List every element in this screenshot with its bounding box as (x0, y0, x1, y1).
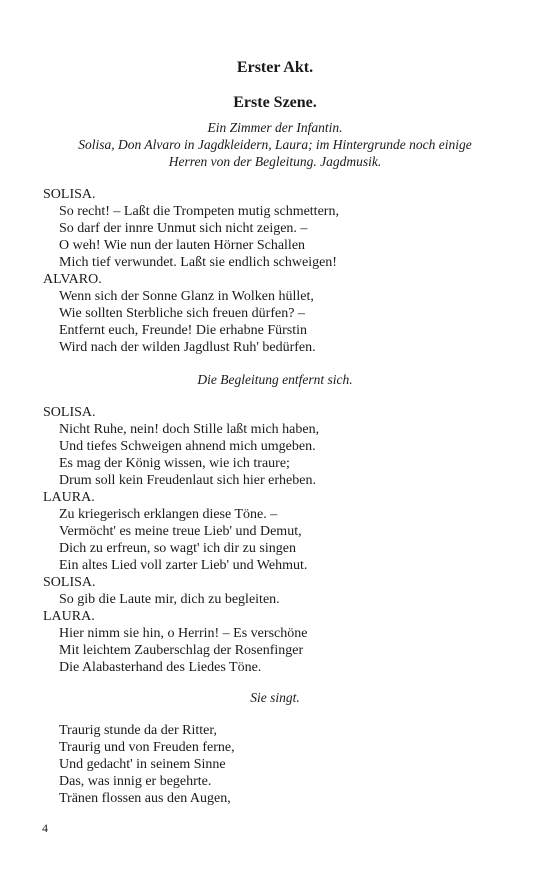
speaker-name: SOLISA. (43, 187, 96, 202)
stage-intro-line: Ein Zimmer der Infantin. (207, 120, 343, 135)
scene-title: Erste Szene. (233, 94, 317, 111)
speaker-name: LAURA. (43, 490, 95, 505)
verse-line: Es mag der König wissen, wie ich traure; (59, 456, 290, 471)
verse-line: Nicht Ruhe, nein! doch Stille laßt mich haben, (59, 422, 320, 437)
verse-line: Und tiefes Schweigen ahnend mich umgeben. (59, 439, 316, 454)
stage-direction: Sie singt. (250, 690, 300, 705)
stage-direction: Die Begleitung entfernt sich. (197, 372, 353, 387)
verse-line: Drum soll kein Freudenlaut sich hier erheben. (59, 473, 316, 488)
verse-line: Traurig und von Freuden ferne, (59, 740, 235, 755)
verse-line: Entfernt euch, Freunde! Die erhabne Fürstin (59, 323, 308, 338)
speaker-name: SOLISA. (43, 575, 96, 590)
verse-line: So recht! – Laßt die Trompeten mutig schmettern, (59, 204, 339, 219)
verse-line: Tränen flossen aus den Augen, (59, 791, 231, 806)
stage-intro-line: Solisa, Don Alvaro in Jagdkleidern, Laura; im Hintergrunde noch einige (78, 137, 472, 152)
verse-line: Wird nach der wilden Jagdlust Ruh' bedürfen. (59, 340, 316, 355)
page-number: 4 (42, 821, 48, 835)
verse-line: Das, was innig er begehrte. (59, 774, 212, 789)
verse-line: So darf der innre Unmut sich nicht zeigen. – (59, 221, 308, 236)
speaker-name: SOLISA. (43, 405, 96, 420)
verse-line: Dich zu erfreun, so wagt' ich dir zu singen (59, 541, 296, 556)
verse-line: Ein altes Lied voll zarter Lieb' und Wehmut. (59, 558, 308, 573)
act-title: Erster Akt. (236, 59, 314, 76)
verse-line: So gib die Laute mir, dich zu begleiten. (59, 592, 280, 607)
verse-line: Traurig stunde da der Ritter, (59, 723, 217, 738)
verse-line: Und gedacht' in seinem Sinne (59, 757, 226, 772)
verse-line: O weh! Wie nun der lauten Hörner Schallen (59, 238, 306, 253)
verse-line: Mich tief verwundet. Laßt sie endlich schweigen! (59, 255, 337, 270)
verse-line: Wie sollten Sterbliche sich freuen dürfen? – (59, 306, 305, 321)
speaker-name: ALVARO. (43, 272, 102, 287)
verse-line: Zu kriegerisch erklangen diese Töne. – (59, 507, 278, 522)
verse-line: Vermöcht' es meine treue Lieb' und Demut, (59, 524, 302, 539)
verse-line: Wenn sich der Sonne Glanz in Wolken hüllet, (59, 289, 314, 304)
verse-line: Mit leichtem Zauberschlag der Rosenfinger (59, 643, 304, 658)
verse-line: Die Alabasterhand des Liedes Töne. (59, 660, 262, 675)
verse-line: Hier nimm sie hin, o Herrin! – Es verschöne (59, 626, 308, 641)
speaker-name: LAURA. (43, 609, 95, 624)
stage-intro-line: Herren von der Begleitung. Jagdmusik. (168, 154, 382, 169)
